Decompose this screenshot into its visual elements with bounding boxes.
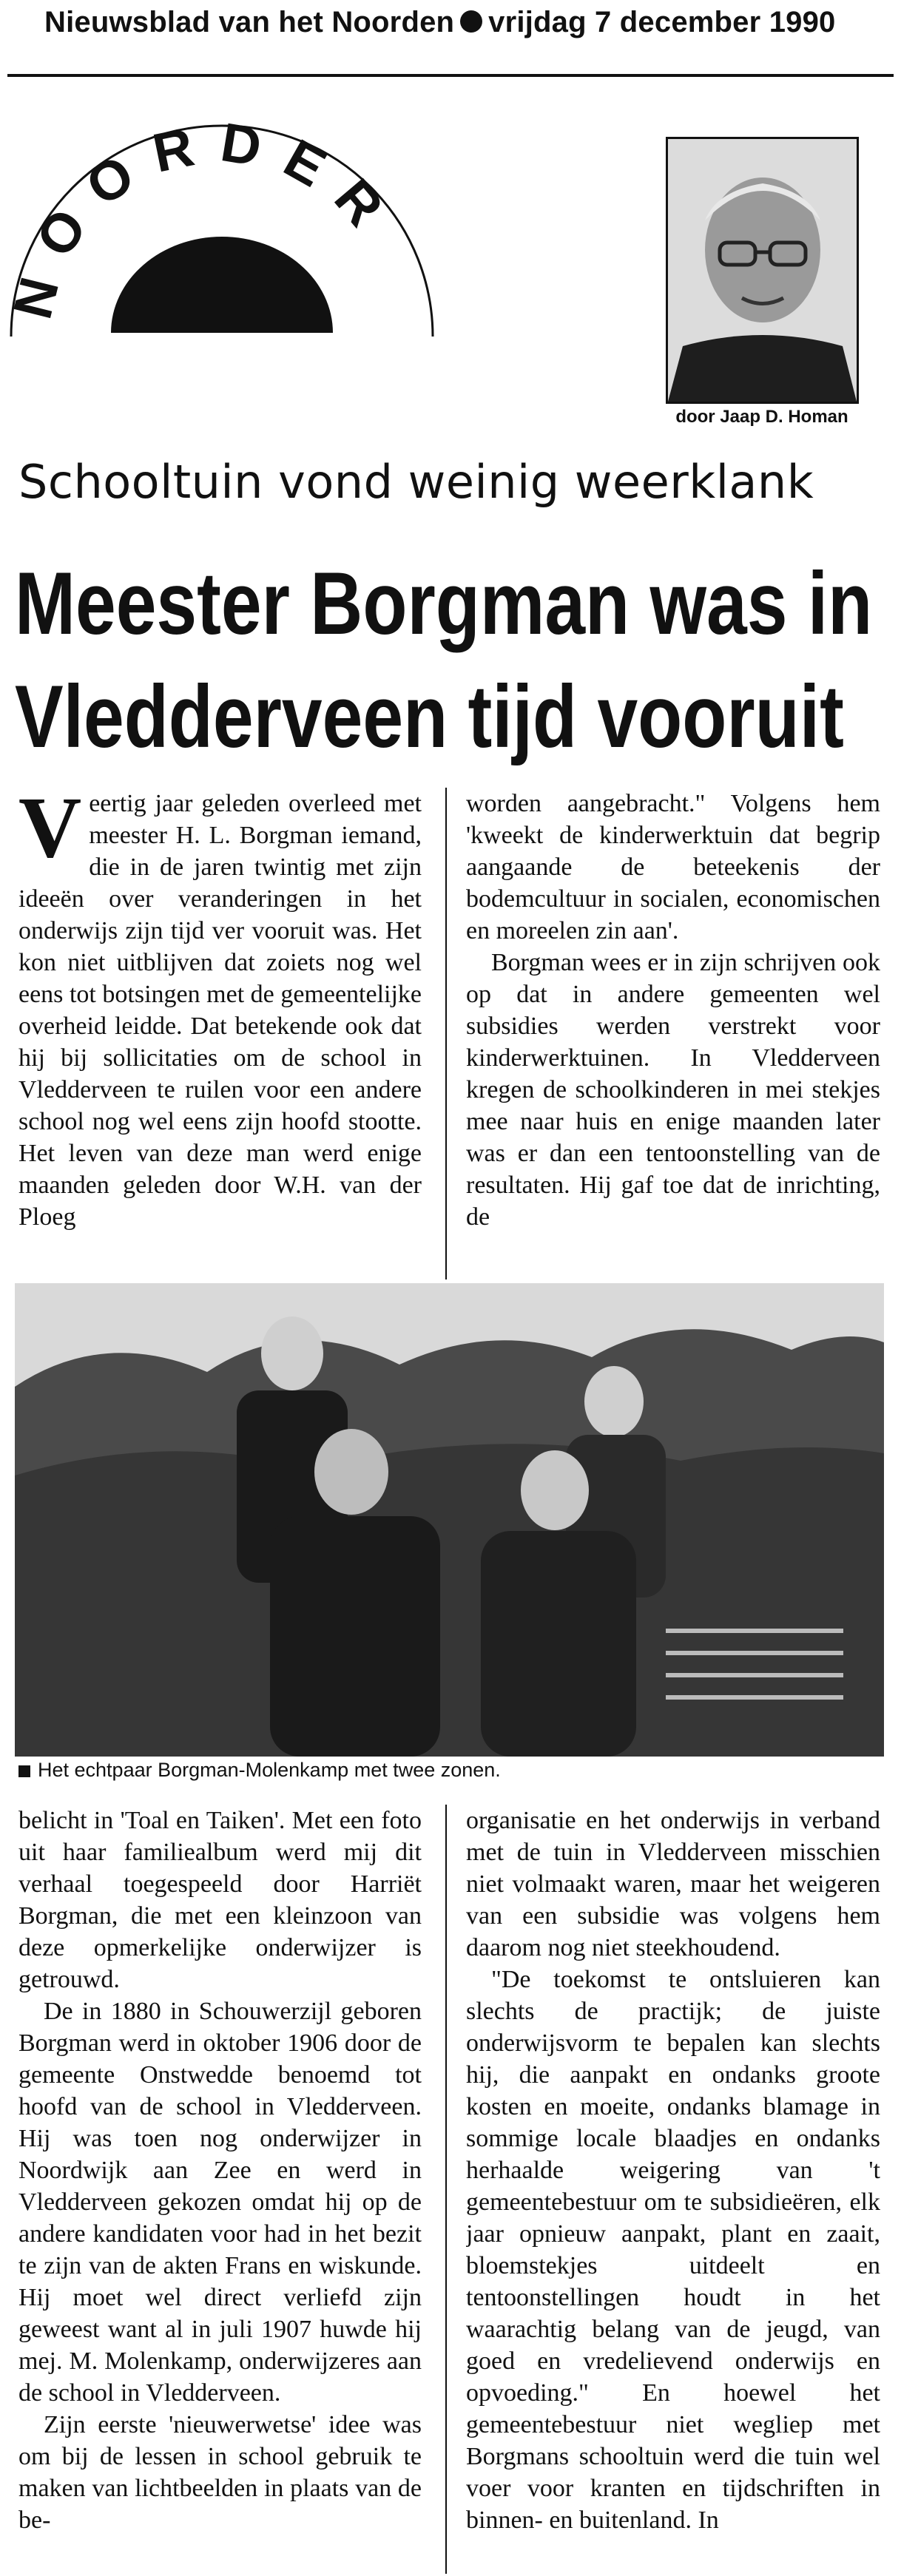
caption-square-icon	[18, 1765, 30, 1777]
byline: door Jaap D. Homan	[675, 407, 848, 427]
masthead-paper: Nieuwsblad van het Noorden	[44, 6, 455, 38]
article-column-bottom-left	[18, 1805, 422, 2574]
headline	[15, 547, 873, 774]
column-logo	[0, 111, 444, 348]
paragraph: De in 1880 in Schouwerzijl geboren Borgman werd in oktober 1906 door de gemeente Onstwedde benoemd tot hoofd van de school in Vledderveen. Hij was toen nog onderwijzer in Noordwijk aan Zee en werd in Vledderveen gekozen omdat hij op de andere kandidaten voor had in het bezit te zijn van de akten Frans en wiskunde. Hij moet wel direct verliefd zijn geweest want al in juli 1907 huwde hij mej. M. Molenkamp, onderwijzeres aan de school in Vledderveen.	[18, 1998, 422, 2407]
logo-half-disc	[111, 237, 333, 333]
paragraph: belicht in 'Toal en Taiken'. Met een foto uit haar familiealbum werd mij dit verhaal toegespeeld door Harriët Borgman, die met een kleinzoon van deze opmerkelijke onderwijzer is getrouwd.	[18, 1807, 422, 1993]
headline-line-2: Vledderveen tijd vooruit	[15, 667, 844, 766]
logo-text: NOORDER	[1, 111, 410, 325]
paragraph: eertig jaar geleden overleed met meester H. L. Borgman iemand, die in de jaren twintig met zijn ideeën over veranderingen in het onderwijs zijn tijd ver vooruit was. Het kon niet uitblijven dat zoiets nog wel eens tot botsingen met de gemeentelijke overheid leidde. Dat betekende ook dat hij bij sollicitaties om de school in Vledderveen te ruilen voor een andere school nog wel eens zijn hoofd stootte. Het leven van deze man werd enige maanden geleden door W.H. van der Ploeg	[18, 790, 422, 1231]
kicker: Schooltuin vond weinig weerklank	[18, 455, 814, 509]
article-column-top-right	[466, 788, 880, 1279]
family-photo	[15, 1283, 884, 1757]
masthead	[44, 6, 873, 39]
column-rule	[445, 788, 447, 1279]
photo-caption	[18, 1759, 884, 1782]
masthead-rule	[7, 74, 894, 77]
photo-image	[15, 1283, 884, 1757]
bullet-dot-icon	[460, 10, 482, 33]
paragraph: Zijn eerste 'nieuwerwetse' idee was om bij de lessen in school gebruik te maken van lichtbeelden in plaats van de be-	[18, 2411, 422, 2534]
headline-line-1: Meester Borgman was in	[15, 554, 873, 653]
paragraph: worden aangebracht." Volgens hem 'kweekt de kinderwerktuin dat begrip aangaande de beteekenis der bodemcultuur in socialen, economischen en moreelen zin aan'.	[466, 790, 880, 944]
author-portrait	[666, 137, 859, 404]
paragraph: Borgman wees er in zijn schrijven ook op dat in andere gemeenten wel subsidies werden verstrekt voor kinderwerktuinen. In Vledderveen kregen de schoolkinderen in mei stekjes mee naar huis en enige maanden later was er dan een tentoonstelling van de resultaten. Hij gaf toe dat de inrichting, de	[466, 949, 880, 1231]
paragraph: organisatie en het onderwijs in verband met de tuin in Vledderveen misschien niet volmaakt waren, maar het weigeren van een subsidie was volgens hem daarom nog niet steekhoudend.	[466, 1807, 880, 1961]
column-rule	[445, 1805, 447, 2574]
caption-text: Het echtpaar Borgman-Molenkamp met twee zonen.	[38, 1759, 501, 1781]
portrait-image	[668, 139, 857, 402]
masthead-date: vrijdag 7 december 1990	[488, 6, 836, 38]
article-column-bottom-right	[466, 1805, 880, 2574]
dropcap: V	[18, 788, 82, 876]
paragraph: "De toekomst te ontsluieren kan slechts de practijk; de juiste onderwijsvorm te bepalen kan slechts hij, die aanpakt en ondanks groote kosten en moeite, ondanks blamage in sommige locale blaadjes en ondanks herhaalde weigering van 't gemeentebestuur om te subsidieëren, elk jaar opnieuw aanpakt, plant en zaait, bloemstekjes uitdeelt en tentoonstellingen houdt in het waarachtig belang van de jeugd, van goed en vredelievend onderwijs en opvoeding." En hoewel het gemeentebestuur niet wegliep met Borgmans schooltuin werd die tuin wel voer voor kranten en tijdschriften in binnen- en buitenland. In	[466, 1966, 880, 2534]
article-column-top-left	[18, 788, 422, 1279]
